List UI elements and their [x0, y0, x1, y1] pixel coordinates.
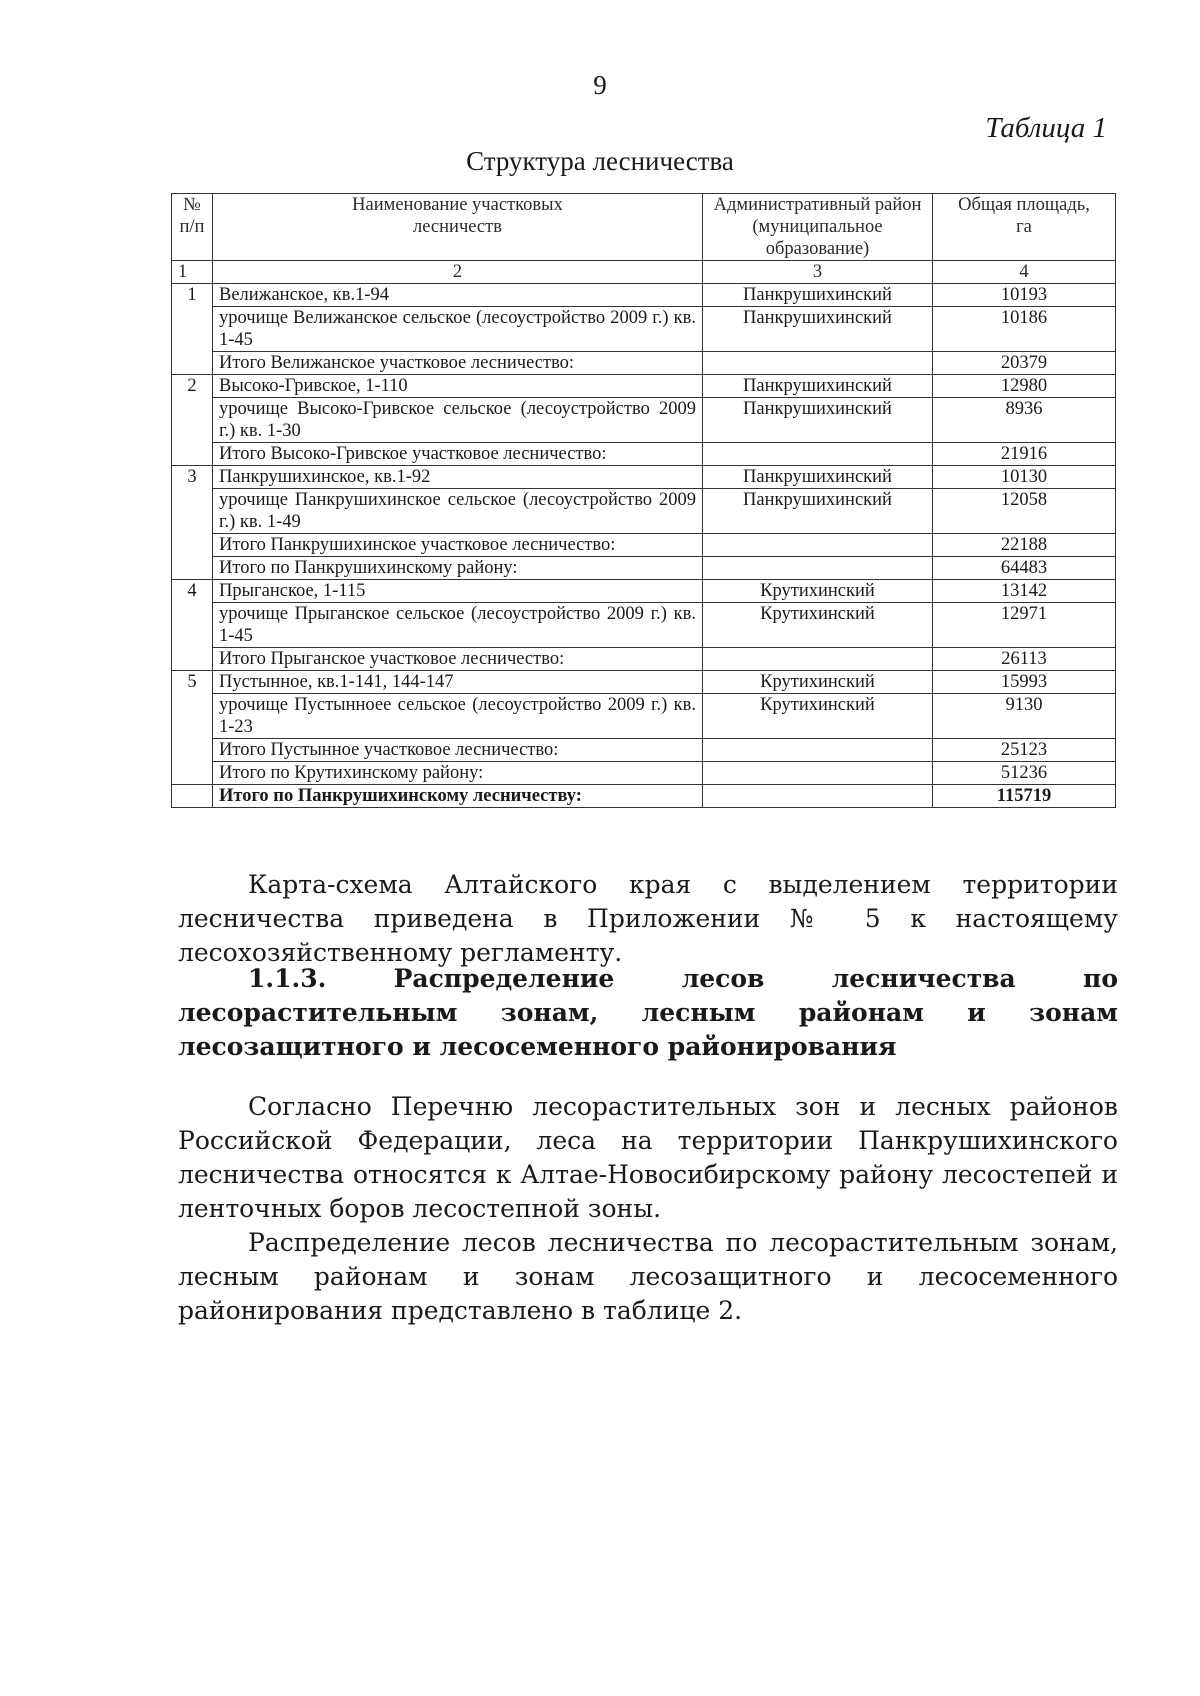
row-area: 21916 — [933, 443, 1116, 466]
row-num: 5 — [172, 671, 213, 785]
row-num: 4 — [172, 580, 213, 671]
row-name: Итого по Панкрушихинскому району: — [213, 557, 703, 580]
row-district: Крутихинский — [703, 694, 933, 739]
row-num: 3 — [172, 466, 213, 580]
row-area: 10193 — [933, 284, 1116, 307]
row-district — [703, 352, 933, 375]
table-row — [172, 352, 1116, 375]
table-row — [172, 671, 1116, 694]
row-name: Высоко-Гривское, 1-110 — [213, 375, 703, 398]
table-header-row — [172, 194, 1116, 261]
column-number: 3 — [703, 261, 933, 284]
row-name: урочище Высоко-Гривское сельское (лесоустройство 2009 г.) кв. 1-30 — [213, 398, 703, 443]
row-area: 15993 — [933, 671, 1116, 694]
row-district: Панкрушихинский — [703, 284, 933, 307]
section-heading: 1.1.3. Распределение лесов лесничества по лесорастительным зонам, лесным районам и зонам лесозащитного и лесосеменного районирования — [178, 964, 1118, 1061]
row-name: Прыганское, 1-115 — [213, 580, 703, 603]
total-area: 115719 — [933, 785, 1116, 808]
table-row — [172, 648, 1116, 671]
row-name: Велижанское, кв.1-94 — [213, 284, 703, 307]
row-name: Итого Велижанское участковое лесничество: — [213, 352, 703, 375]
table-row — [172, 739, 1116, 762]
row-district: Панкрушихинский — [703, 307, 933, 352]
total-name: Итого по Панкрушихинскому лесничеству: — [213, 785, 703, 808]
row-area: 64483 — [933, 557, 1116, 580]
table-title: Структура лесничества — [466, 146, 734, 176]
distribution-paragraph: Распределение лесов лесничества по лесорастительным зонам, лесным районам и зонам лесозащитного и лесосеменного районирования представлено в таблице 2. — [178, 1228, 1118, 1325]
row-district: Панкрушихинский — [703, 375, 933, 398]
row-name: Итого по Крутихинскому району: — [213, 762, 703, 785]
table-row — [172, 557, 1116, 580]
table-row — [172, 284, 1116, 307]
row-name: Панкрушихинское, кв.1-92 — [213, 466, 703, 489]
table-row — [172, 307, 1116, 352]
table-total-row — [172, 785, 1116, 808]
row-name: Итого Панкрушихинское участковое лесничество: — [213, 534, 703, 557]
forestry-structure-table — [171, 193, 1116, 808]
table-column-numbers-row — [172, 261, 1116, 284]
row-name: Итого Пустынное участковое лесничество: — [213, 739, 703, 762]
row-name: урочище Пустынноее сельское (лесоустройство 2009 г.) кв. 1-23 — [213, 694, 703, 739]
row-name: урочище Велижанское сельское (лесоустройство 2009 г.) кв. 1-45 — [213, 307, 703, 352]
row-district — [703, 762, 933, 785]
row-district — [703, 739, 933, 762]
table-row — [172, 398, 1116, 443]
row-num: 1 — [172, 284, 213, 375]
row-district: Крутихинский — [703, 603, 933, 648]
header-num: № п/п — [172, 194, 213, 261]
table-row — [172, 694, 1116, 739]
table-row — [172, 580, 1116, 603]
map-reference-paragraph: Карта-схема Алтайского края с выделением территории лесничества приведена в Приложении № 5 к настоящему лесохозяйственному регламенту. — [178, 870, 1118, 967]
row-area: 12058 — [933, 489, 1116, 534]
row-district: Панкрушихинский — [703, 466, 933, 489]
row-area: 9130 — [933, 694, 1116, 739]
row-district: Крутихинский — [703, 671, 933, 694]
row-district: Панкрушихинский — [703, 489, 933, 534]
row-area: 10130 — [933, 466, 1116, 489]
total-num — [172, 785, 213, 808]
row-district — [703, 557, 933, 580]
row-name: Пустынное, кв.1-141, 144-147 — [213, 671, 703, 694]
row-area: 12980 — [933, 375, 1116, 398]
table-row — [172, 603, 1116, 648]
row-area: 12971 — [933, 603, 1116, 648]
table-row — [172, 375, 1116, 398]
table-row — [172, 466, 1116, 489]
row-area: 26113 — [933, 648, 1116, 671]
header-area: Общая площадь, га — [933, 194, 1116, 261]
row-district — [703, 648, 933, 671]
zones-paragraph: Согласно Перечню лесорастительных зон и лесных районов Российской Федерации, леса на территории Панкрушихинского лесничества относятся к Алтае-Новосибирскому району лесостепей и ленточных боров лесостепной зоны. — [178, 1092, 1118, 1223]
header-district: Административный район (муниципальное образование) — [703, 194, 933, 261]
page-number: 9 — [593, 70, 607, 100]
row-num: 2 — [172, 375, 213, 466]
row-name: урочище Панкрушихинское сельское (лесоустройство 2009 г.) кв. 1-49 — [213, 489, 703, 534]
row-name: Итого Прыганское участковое лесничество: — [213, 648, 703, 671]
row-area: 51236 — [933, 762, 1116, 785]
row-district — [703, 443, 933, 466]
row-area: 22188 — [933, 534, 1116, 557]
column-number: 1 — [172, 261, 213, 284]
table-row — [172, 762, 1116, 785]
row-area: 10186 — [933, 307, 1116, 352]
row-area: 8936 — [933, 398, 1116, 443]
total-district — [703, 785, 933, 808]
column-number: 2 — [213, 261, 703, 284]
row-area: 20379 — [933, 352, 1116, 375]
table-label: Таблица 1 — [985, 112, 1107, 144]
table-row — [172, 443, 1116, 466]
row-name: урочище Прыганское сельское (лесоустройство 2009 г.) кв. 1-45 — [213, 603, 703, 648]
row-district — [703, 534, 933, 557]
row-district: Панкрушихинский — [703, 398, 933, 443]
row-area: 25123 — [933, 739, 1116, 762]
table-row — [172, 534, 1116, 557]
row-area: 13142 — [933, 580, 1116, 603]
column-number: 4 — [933, 261, 1116, 284]
table-row — [172, 489, 1116, 534]
row-district: Крутихинский — [703, 580, 933, 603]
row-name: Итого Высоко-Гривское участковое лесничество: — [213, 443, 703, 466]
header-name: Наименование участковых лесничеств — [213, 194, 703, 261]
